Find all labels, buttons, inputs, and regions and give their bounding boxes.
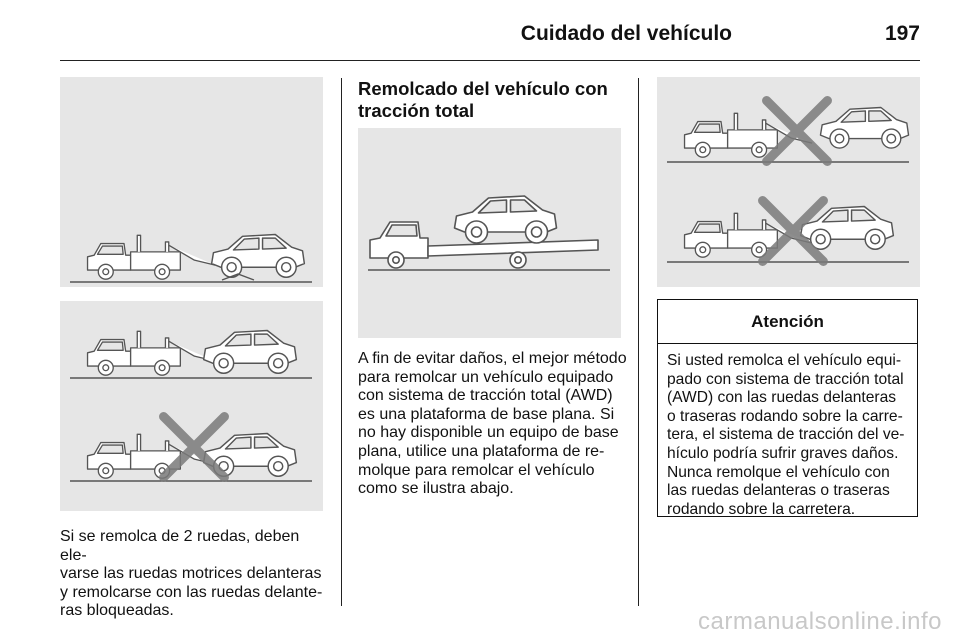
middle-paragraph-line: molque para remolcar el vehículo <box>358 461 595 479</box>
middle-paragraph <box>358 350 628 499</box>
middle-paragraph-line: con sistema de tracción total (AWD) <box>358 387 613 405</box>
middle-paragraph-line: para remolcar un vehículo equipado <box>358 368 614 386</box>
notice-line: las ruedas delanteras o traseras <box>667 482 890 500</box>
middle-paragraph-line: como se ilustra abajo. <box>358 480 514 498</box>
column-divider-right <box>638 78 639 606</box>
awd-no-wheel-lift-figure <box>657 77 920 287</box>
page-header-title: Cuidado del vehículo <box>520 22 732 45</box>
left-paragraph-line: varse las ruedas motrices delanteras <box>60 565 322 583</box>
tow-truck-dolly-figure <box>60 77 323 287</box>
notice-line: tera, el sistema de tracción del ve- <box>667 426 905 444</box>
left-paragraph-line: y remolcarse con las ruedas delante- <box>60 583 323 601</box>
middle-paragraph-line: no hay disponible un equipo de base <box>358 424 619 442</box>
notice-line: Nunca remolque el vehículo con <box>667 463 890 481</box>
header-rule <box>60 60 920 61</box>
tow-truck-two-wheel-figure <box>60 301 323 511</box>
left-paragraph-line: Si se remolca de 2 ruedas, deben ele- <box>60 528 300 564</box>
notice-line: rodando sobre la carretera. <box>667 500 856 518</box>
notice-line: hículo podría sufrir graves daños. <box>667 444 899 462</box>
section-heading-line: tracción total <box>358 100 475 121</box>
watermark-text: carmanualsonline.info <box>698 608 942 635</box>
middle-paragraph-line: es una plataforma de base plana. Si <box>358 405 615 423</box>
notice-line: (AWD) con las ruedas delanteras <box>667 389 897 407</box>
attention-notice <box>657 299 918 517</box>
page-number: 197 <box>884 22 920 45</box>
section-heading-line: Remolcado del vehículo con <box>358 78 608 99</box>
section-heading <box>358 78 628 122</box>
left-paragraph-line: ras bloqueadas. <box>60 602 174 620</box>
attention-notice-heading: Atención <box>658 300 917 344</box>
left-paragraph <box>60 528 330 621</box>
middle-paragraph-line: A fin de evitar daños, el mejor método <box>358 350 627 367</box>
middle-paragraph-line: plana, utilice una plataforma de re- <box>358 442 605 460</box>
column-divider-left <box>341 78 342 606</box>
notice-line: Si usted remolca el vehículo equi- <box>667 352 902 369</box>
flatbed-figure <box>358 128 621 338</box>
notice-line: o traseras rodando sobre la carre- <box>667 407 903 425</box>
attention-notice-body <box>658 344 917 527</box>
notice-line: pado con sistema de tracción total <box>667 370 904 388</box>
